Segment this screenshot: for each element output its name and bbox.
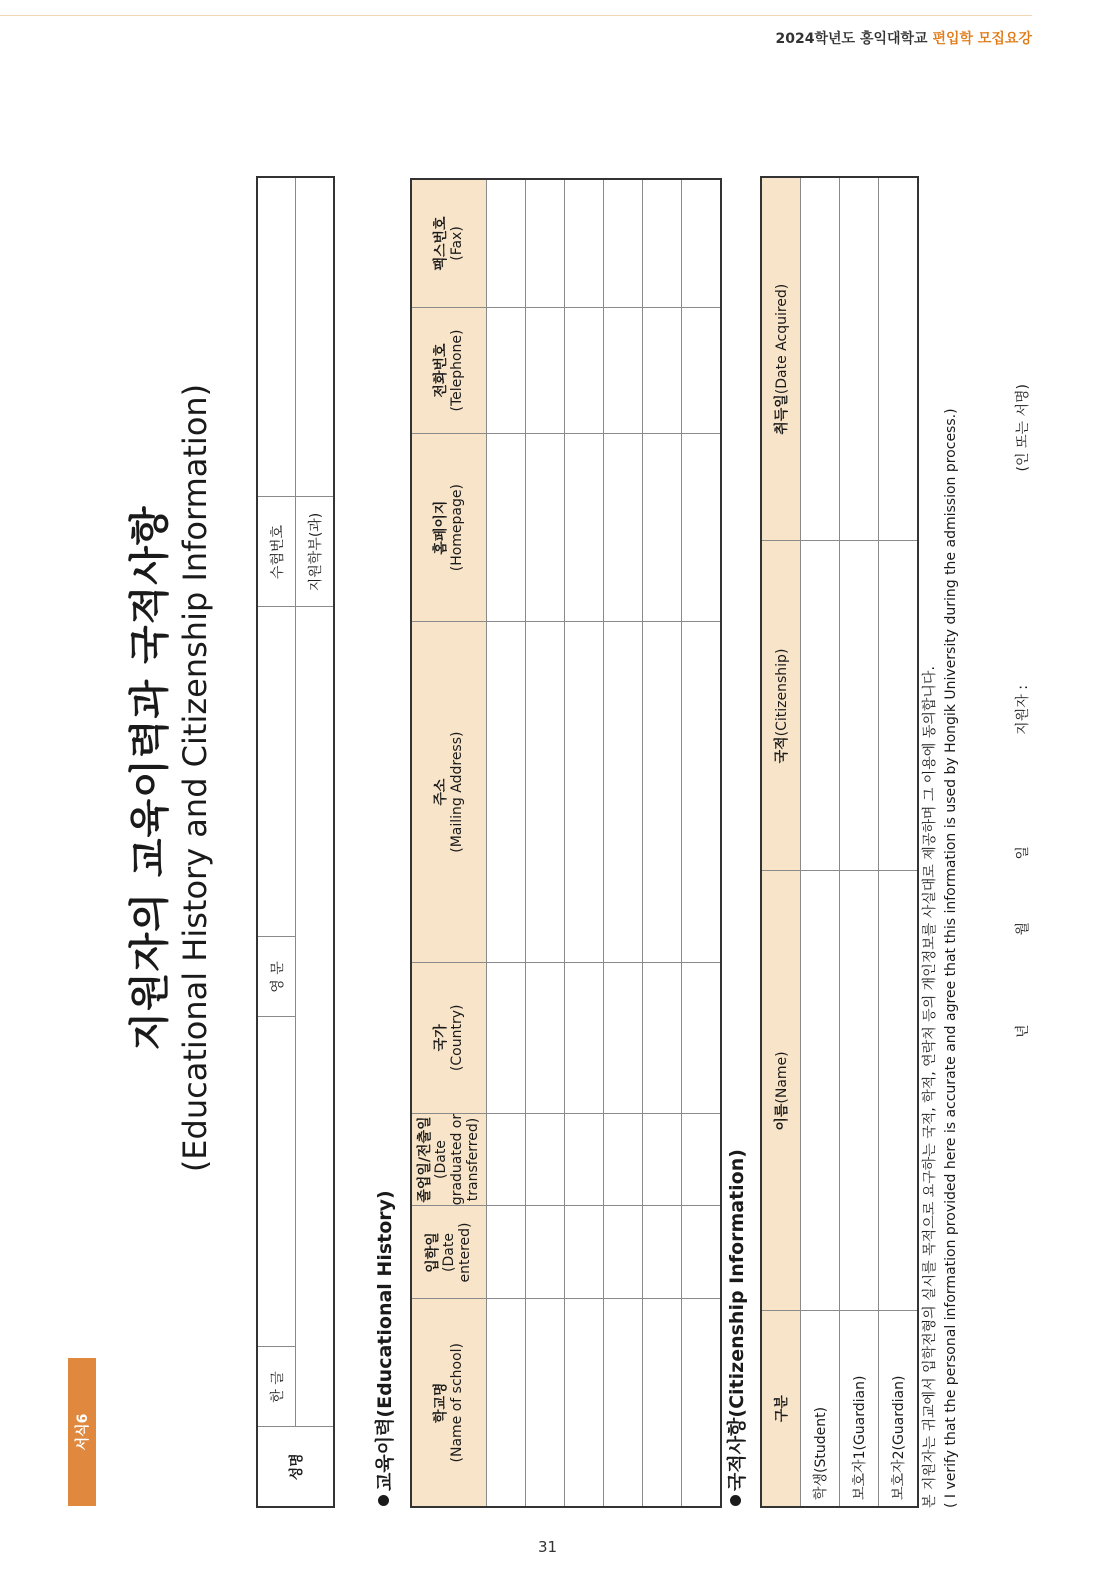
exam-number-label: 수험번호 <box>257 497 296 607</box>
citizenship-heading <box>722 1149 749 1506</box>
table-row[interactable] <box>526 179 565 1507</box>
table-row[interactable] <box>879 177 919 1507</box>
consent-statement <box>920 108 962 1508</box>
header-prefix: 2024학년도 홍익대학교 <box>775 31 933 47</box>
form-title: 지원자의 교육이력과 국적사항 <box>127 505 173 1051</box>
name-row2-blank[interactable] <box>296 607 335 1427</box>
table-row[interactable] <box>801 177 840 1507</box>
citizenship-col-date: 취득일(Date Acquired) <box>761 177 801 541</box>
table-row[interactable] <box>840 177 879 1507</box>
form-subtitle: (Educational History and Citizenship Information) <box>176 383 214 1173</box>
consent-korean: 본 지원자는 귀교에서 입학전형의 실시를 목적으로 요구하는 국적, 학적, 연락처 등의 개인정보를 사실대로 제공하며 그 이용에 동의합니다. <box>922 666 938 1508</box>
english-name-field[interactable] <box>257 607 296 937</box>
name-label: 성명 <box>257 1427 334 1507</box>
education-col-entered: 입학일 (Date entered) <box>411 1206 487 1299</box>
citizenship-col-category: 구분 <box>761 1311 801 1507</box>
applicant-label: 지원자 : <box>1015 685 1031 735</box>
table-row[interactable] <box>643 179 682 1507</box>
department-field[interactable] <box>296 177 335 497</box>
education-heading-text: 교육이력(Educational History) <box>374 1190 396 1491</box>
education-col-school: 학교명 (Name of school) <box>411 1299 487 1507</box>
education-col-country: 국가 (Country) <box>411 963 487 1114</box>
bullet-icon <box>730 1495 741 1506</box>
education-header-row <box>411 179 487 1507</box>
citizenship-col-citizenship: 국적(Citizenship) <box>761 541 801 871</box>
consent-english: ( I verify that the personal information provided here is accurate and agree that this information is used by Hongik University during the admission process.) <box>943 408 959 1508</box>
row-label-guardian2: 보호자2(Guardian) <box>879 1311 919 1507</box>
education-heading <box>370 1190 397 1506</box>
year-label: 년 <box>1015 1024 1031 1038</box>
citizenship-heading-text: 국적사항(Citizenship Information) <box>726 1149 748 1491</box>
row-label-student: 학생(Student) <box>801 1311 840 1507</box>
header-highlight: 편입학 모집요강 <box>932 31 1032 47</box>
citizenship-col-name: 이름(Name) <box>761 871 801 1311</box>
row-label-guardian1: 보호자1(Guardian) <box>840 1311 879 1507</box>
applicant-table <box>256 176 335 1508</box>
korean-name-field[interactable] <box>257 1017 296 1347</box>
education-col-graduated: 졸업일/전출일 (Date graduated or transferred) <box>411 1113 487 1206</box>
table-row[interactable] <box>604 179 643 1507</box>
english-name-label: 영 문 <box>257 937 296 1017</box>
citizenship-header-row <box>761 177 801 1507</box>
day-label: 일 <box>1015 846 1031 860</box>
education-col-fax: 팩스번호 (Fax) <box>411 179 487 307</box>
table-row[interactable] <box>565 179 604 1507</box>
education-table <box>410 178 722 1508</box>
bullet-icon <box>378 1495 389 1506</box>
citizenship-table <box>760 176 919 1508</box>
table-row[interactable] <box>487 179 526 1507</box>
form-tab: 서식6 <box>68 1358 96 1506</box>
education-col-address: 주소 (Mailing Address) <box>411 622 487 963</box>
education-col-homepage: 홈페이지 (Homepage) <box>411 434 487 622</box>
korean-name-label: 한 글 <box>257 1347 296 1427</box>
page-number: 31 <box>538 1538 558 1556</box>
month-label: 월 <box>1015 921 1031 936</box>
seal-label: (인 또는 서명) <box>1015 384 1031 472</box>
education-col-telephone: 전화번호 (Telephone) <box>411 307 487 433</box>
signature-line <box>1012 38 1032 1038</box>
table-row[interactable] <box>682 179 722 1507</box>
department-label: 지원학부(과) <box>296 497 335 607</box>
exam-number-field[interactable] <box>257 177 296 497</box>
